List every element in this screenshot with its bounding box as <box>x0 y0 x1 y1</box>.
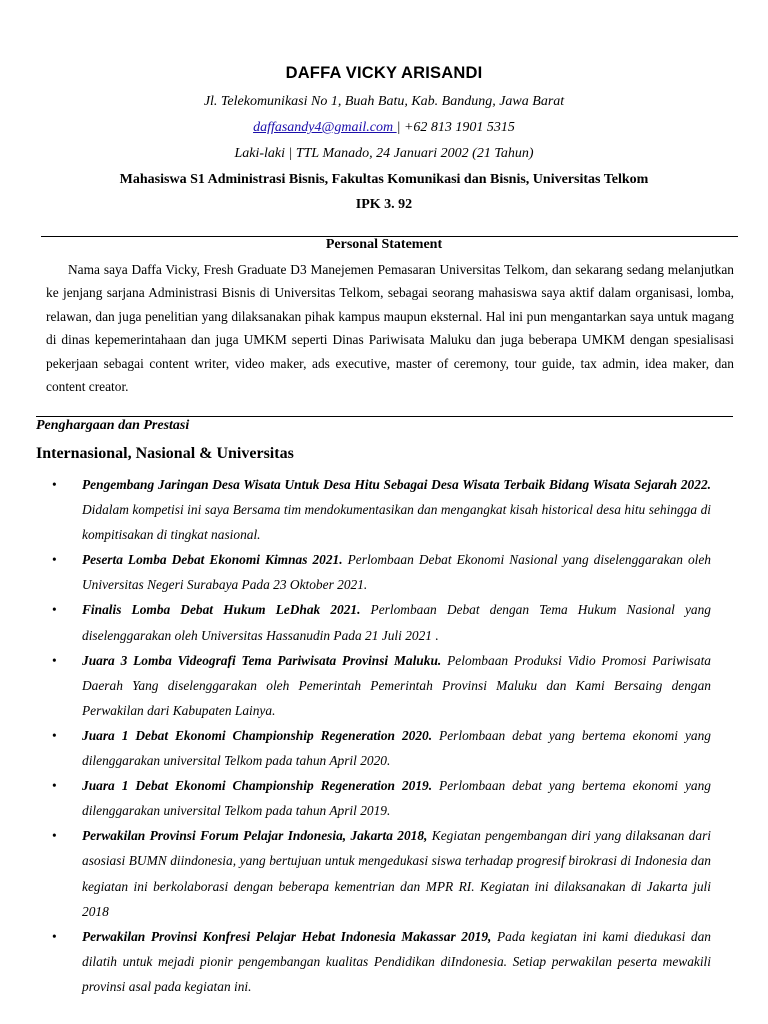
bullet-icon: • <box>52 828 57 844</box>
awards-subsection-title: Internasional, Nasional & Universitas <box>36 445 294 462</box>
bullet-icon: • <box>52 778 57 794</box>
awards-list <box>0 472 768 999</box>
contact-separator: | <box>396 120 404 135</box>
bullet-icon: • <box>52 652 57 668</box>
study-program: Mahasiswa S1 Administrasi Bisnis, Fakultas Komunikasi dan Bisnis, Universitas Telkom <box>119 172 649 187</box>
awards-section-title: Penghargaan dan Prestasi <box>36 418 190 433</box>
award-title: Juara 1 Debat Ekonomi Championship Regeneration 2020. <box>82 727 433 743</box>
candidate-name: DAFFA VICKY ARISANDI <box>285 64 483 82</box>
award-description: Perlombaan debat yang bertema ekonomi yang dilenggarakan universital Telkom pada tahun April 2020. <box>82 727 711 769</box>
personal-statement-body: Nama saya Daffa Vicky, Fresh Graduate D3 Manejemen Pemasaran Universitas Telkom, dan sekarang sedang melanjutkan ke jenjang sarjana Administrasi Bisnis di Universitas Telkom, sebagai seorang mahasiswa saya aktif dalam organisasi, lomba, relawan, dan juga penelitian yang dilaksanakan pihak kampus maupun eksternal. Hal ini pun mengantarkan saya untuk magang di dinas kepemerintahaan dan juga UMKM seperti Dinas Pariwisata Maluku dan juga beberapa UMKM dengan spesialisasi pekerjaan sebagai content writer, video maker, ads executive, master of ceremony, tour guide, tax admin, idea maker, dan content creator. <box>46 262 734 395</box>
award-description: Didalam kompetisi ini saya Bersama tim mendokumentasikan dan mengangkat kisah historical desa hitu sehingga di kompitisakan di tingkat nasional. <box>82 502 711 543</box>
bullet-icon: • <box>52 552 57 568</box>
gender-birth: Laki-laki | TTL Manado, 24 Januari 2002 (21 Tahun) <box>234 146 534 161</box>
award-description: Perlombaan Debat Ekonomi Nasional yang diselenggarakan oleh Universitas Negeri Surabaya Pada 23 Oktober 2021. <box>82 552 711 593</box>
award-description: Pelombaan Produksi Vidio Promosi Pariwisata Daerah Yang diselenggarakan oleh Pemerintah Pemerintah Provinsi Maluku dan Kami Bersaing dengan Perwakilan dari Kabupaten Lainya. <box>82 652 712 718</box>
award-title: Juara 1 Debat Ekonomi Championship Regeneration 2019. <box>82 778 433 794</box>
award-title: Juara 3 Lomba Videografi Tema Pariwisata Provinsi Maluku. <box>82 652 442 668</box>
divider-awards <box>36 416 733 417</box>
bullet-icon: • <box>52 602 57 618</box>
phone-number: +62 813 1901 5315 <box>403 120 515 135</box>
email-link[interactable]: daffasandy4@gmail.com <box>253 120 397 135</box>
bullet-icon: • <box>52 477 57 492</box>
award-description: Kegiatan pengembangan diri yang dilaksanan dari asosiasi BUMN diindonesia, yang bertujuan untuk mengedukasi siswa terhadap progresif birokrasi di Indonesia dan kegiatan ini berkolaborasi dengan beberapa kementrian dan MPR RI. Kegiatan ini dilaksanakan di Jakarta juli 2018 <box>82 828 711 919</box>
gpa: IPK 3. 92 <box>355 197 413 212</box>
bullet-icon: • <box>52 928 57 944</box>
award-item <box>52 924 711 999</box>
award-title: Perwakilan Provinsi Forum Pelajar Indonesia, Jakarta 2018, <box>82 828 428 844</box>
award-item <box>52 823 711 923</box>
award-title: Pengembang Jaringan Desa Wisata Untuk Desa Hitu Sebagai Desa Wisata Terbaik Bidang Wisata Sejarah 2022. <box>82 477 711 492</box>
award-description: Pada kegiatan ini kami diedukasi dan dilatih untuk mejadi pionir pengembangan kualitas Pendidikan diIndonesia. Setiap perwakilan peserta mewakili provinsi asal pada kegiatan ini. <box>82 928 711 994</box>
award-title: Perwakilan Provinsi Konfresi Pelajar Hebat Indonesia Makassar 2019, <box>82 928 492 944</box>
award-title: Peserta Lomba Debat Ekonomi Kimnas 2021. <box>82 552 343 568</box>
bullet-icon: • <box>52 727 57 743</box>
award-item <box>52 597 712 647</box>
address: Jl. Telekomunikasi No 1, Buah Batu, Kab. Bandung, Jawa Barat <box>203 94 565 109</box>
award-item <box>52 723 711 773</box>
personal-statement-title: Personal Statement <box>325 237 443 252</box>
award-description: Perlombaan debat yang bertema ekonomi yang dilenggarakan universital Telkom pada tahun April 2019. <box>82 778 711 819</box>
award-title: Finalis Lomba Debat Hukum LeDhak 2021. <box>82 602 361 618</box>
contact-line <box>0 120 768 136</box>
award-item <box>52 648 712 723</box>
award-description: Perlombaan Debat dengan Tema Hukum Nasional yang diselenggarakan oleh Universitas Hassanudin Pada 21 Juli 2021 . <box>82 602 712 643</box>
award-item <box>52 773 711 823</box>
award-item <box>52 547 711 597</box>
award-item <box>52 472 711 547</box>
